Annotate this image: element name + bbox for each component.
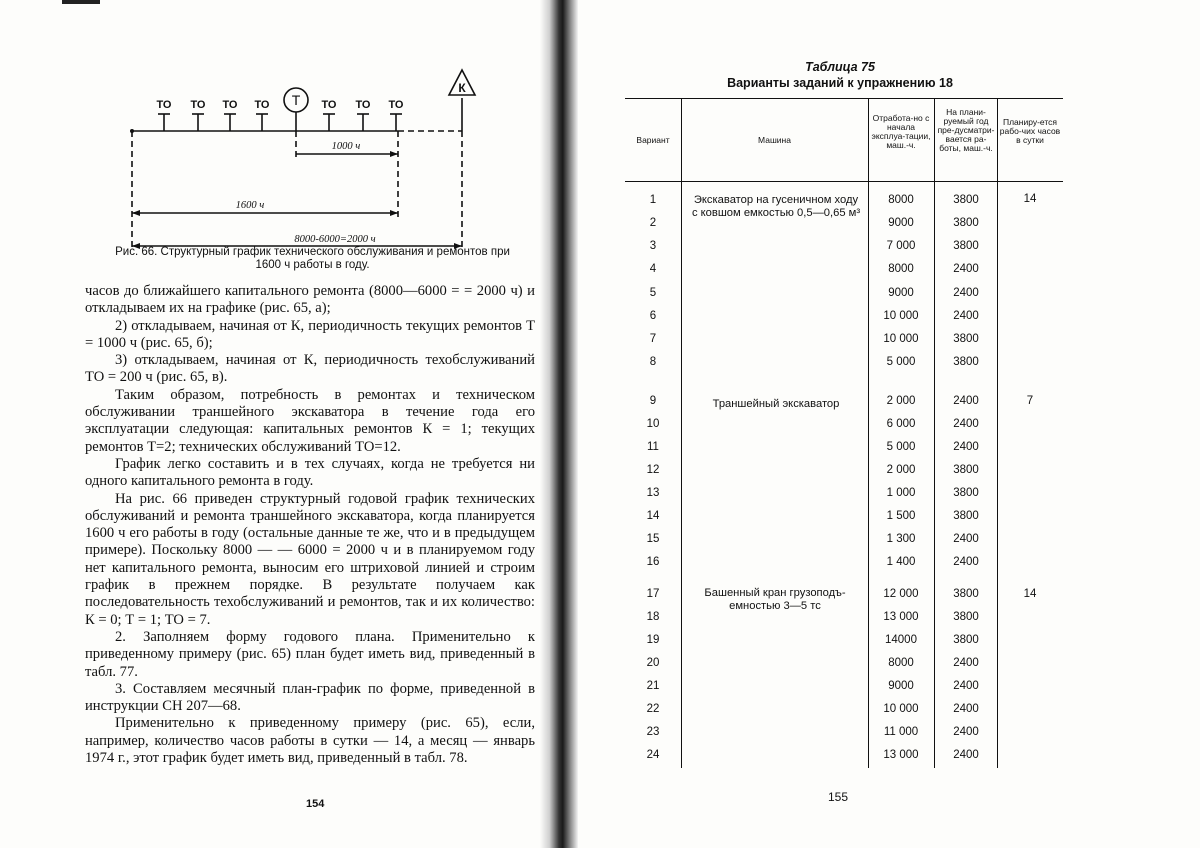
worked-hours-value: 8000 [888,263,914,275]
column-divider [681,98,682,768]
planned-hours-value: 2400 [953,680,979,692]
variant-number: 14 [646,510,660,522]
variant-number: 8 [649,356,657,368]
variant-number: 11 [647,441,659,453]
worked-hours-value: 12 000 [883,588,919,600]
worked-hours-value: 5 000 [886,441,916,453]
to-label: ТО [190,99,206,111]
to-label: ТО [355,99,371,111]
scan-artifact [62,0,100,4]
dimension-1000-label: 1000 ч [331,141,361,152]
variant-number: 1 [649,194,657,206]
variant-number: 3 [649,240,657,252]
planned-hours-value: 3800 [953,588,979,600]
paragraph: 3) откладываем, начиная от К, периодичность техобслуживаний ТО = 200 ч (рис. 65, в). [85,352,535,386]
planned-hours-value: 3800 [953,217,979,229]
variant-number: 20 [646,657,660,669]
worked-hours-value: 9000 [888,217,914,229]
planned-hours-value: 2400 [953,395,979,407]
worked-hours-value: 8000 [888,657,914,669]
variant-number: 10 [646,418,660,430]
worked-hours-value: 9000 [888,287,914,299]
to-label: ТО [388,99,404,111]
variant-number: 16 [646,556,660,568]
variant-number: 7 [649,333,657,345]
current-repair-label: Т [291,92,301,108]
paragraph: Таким образом, потребность в ремонтах и техническом обслуживании траншейного экскаватора в течение года его эксплуатации следующая: капитальных ремонтов К = 1; текущих ремонтов Т=2; технических обслуживаний ТО=12. [85,386,535,455]
column-divider [997,98,998,768]
maintenance-schedule-figure [120,62,480,252]
daily-hours-value: 7 [1026,395,1034,407]
paragraph: График легко составить и в тех случаях, когда не требуется ни одного капитального ремонта в году. [85,455,535,490]
variant-number: 17 [646,588,660,600]
worked-hours-value: 1 000 [886,487,916,499]
planned-hours-value: 2400 [953,749,979,761]
worked-hours-value: 1 400 [886,556,916,568]
paragraph: Применительно к приведенному примеру (рис. 65), если, например, количество часов работы в сутки — 14, а месяц — январь 1974 г., этот график будет иметь вид, приведенный в табл. 78. [85,715,535,767]
machine-name: Траншейный экскаватор [712,398,840,410]
planned-hours-value: 3800 [953,510,979,522]
worked-hours-value: 2 000 [886,464,916,476]
planned-hours-value: 3800 [953,240,979,252]
planned-hours-value: 2400 [953,556,979,568]
planned-hours-value: 3800 [953,487,979,499]
variant-number: 22 [646,703,660,715]
worked-hours-value: 8000 [888,194,914,206]
header-worked-hours: Отработа-но с начала эксплуа-тации, маш.-ч. [871,113,931,150]
planned-hours-value: 3800 [953,194,979,206]
dimension-1600-label: 1600 ч [235,200,265,211]
planned-hours-value: 3800 [953,634,979,646]
capital-repair-label: К [458,81,466,95]
to-label: ТО [254,99,270,111]
variant-number: 24 [646,749,660,761]
dimension-2000-label: 8000-6000=2000 ч [294,234,376,245]
planned-hours-value: 3800 [953,356,979,368]
table-title: Таблица 75 [805,60,875,74]
worked-hours-value: 10 000 [883,310,919,322]
variant-number: 2 [649,217,657,229]
planned-hours-value: 2400 [953,418,979,430]
figure-caption: Рис. 66. Структурный график технического обслуживания и ремонтов при 1600 ч работы в году. [115,246,510,271]
planned-hours-value: 2400 [953,287,979,299]
planned-hours-value: 2400 [953,441,979,453]
body-text [85,283,535,767]
variant-number: 12 [646,464,660,476]
planned-hours-value: 2400 [953,703,979,715]
paragraph: На рис. 66 приведен структурный годовой график технических обслуживаний и ремонта траншейного экскаватора, когда планируется 1600 ч его работы в году (остальные данные те же, что и в предыдущем примере). Поскольку 8000 — — 6000 = 2000 ч и в планируемом году нет капитального ремонта, выносим его штриховой линией и строим график в прежнем порядке. В результате получаем как последовательность техобслуживаний и ремонтов, так и их количество: К = 0; Т = 1; ТО = 7. [85,490,535,628]
to-label: ТО [156,99,172,111]
machine-name: Башенный кран грузоподъ-емностью 3—5 тс [704,587,846,612]
variant-number: 15 [646,533,660,545]
page-number: 155 [828,790,849,804]
planned-hours-value: 3800 [953,464,979,476]
planned-hours-value: 2400 [953,310,979,322]
book-spine [540,0,578,848]
machine-name: Экскаватор на гусеничном ходу с ковшом емкостью 0,5—0,65 м³ [691,194,861,219]
planned-hours-value: 2400 [953,263,979,275]
worked-hours-value: 13 000 [883,611,919,623]
worked-hours-value: 6 000 [886,418,916,430]
worked-hours-value: 14000 [885,634,917,646]
to-label: ТО [321,99,337,111]
paragraph: часов до ближайшего капитального ремонта (8000—6000 = = 2000 ч) и откладываем их на графике (рис. 65, а); [85,283,535,317]
page-number: 154 [306,798,325,810]
worked-hours-value: 1 300 [886,533,916,545]
variant-number: 23 [646,726,660,738]
variants-table [625,96,1063,776]
variant-number: 19 [646,634,660,646]
worked-hours-value: 2 000 [886,395,916,407]
worked-hours-value: 10 000 [883,703,919,715]
daily-hours-value: 14 [1023,588,1037,600]
worked-hours-value: 1 500 [886,510,916,522]
variant-number: 13 [646,487,660,499]
variant-number: 4 [649,263,657,275]
planned-hours-value: 2400 [953,726,979,738]
planned-hours-value: 3800 [953,333,979,345]
planned-hours-value: 3800 [953,611,979,623]
worked-hours-value: 9000 [888,680,914,692]
worked-hours-value: 10 000 [883,333,919,345]
variant-number: 21 [646,680,660,692]
variant-number: 9 [649,395,657,407]
paragraph: 2. Заполняем форму годового плана. Применительно к приведенному примеру (рис. 65) план будет иметь вид, приведенный в табл. 77. [85,628,535,680]
table-subtitle: Варианты заданий к упражнению 18 [727,76,953,90]
worked-hours-value: 5 000 [886,356,916,368]
paragraph: 3. Составляем месячный план-график по форме, приведенной в инструкции СН 207—68. [85,680,535,715]
header-machine: Машина [758,135,791,145]
header-variant: Вариант [636,135,670,145]
variant-number: 18 [646,611,660,623]
paragraph: 2) откладываем, начиная от К, периодичность текущих ремонтов Т = 1000 ч (рис. 65, б); [85,317,535,351]
daily-hours-value: 14 [1023,193,1037,205]
variant-number: 6 [649,310,657,322]
to-label: ТО [222,99,238,111]
header-planned-hours: На плани-руемый год пре-дусматри-вается ра-боты, маш.-ч. [937,107,995,153]
header-daily-hours: Планиру-ется рабо-чих часов в сутки [999,117,1061,145]
variant-number: 5 [649,287,657,299]
planned-hours-value: 2400 [953,533,979,545]
worked-hours-value: 13 000 [883,749,919,761]
planned-hours-value: 2400 [953,657,979,669]
worked-hours-value: 7 000 [886,240,916,252]
worked-hours-value: 11 000 [883,726,919,738]
